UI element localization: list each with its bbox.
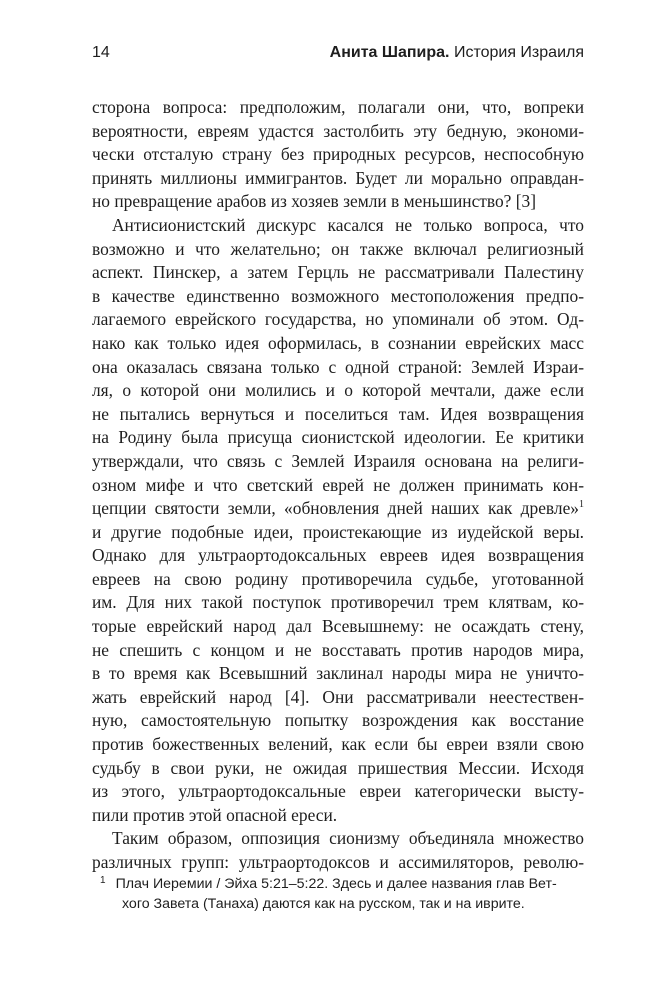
text-line: им. Для них такой поступок противоречил трем клятвам, ко- [92, 592, 584, 613]
text-line: против божественных велений, как если бы евреи взяли свою [92, 734, 584, 755]
text-line: лагаемого еврейского государства, но упоминали об этом. Од- [92, 309, 584, 330]
footnotes [92, 874, 584, 914]
text-line: пили против этой опасной ереси. [92, 804, 338, 825]
text-line: нако как только идея оформилась, в сознании еврейских масс [92, 332, 584, 353]
text-line: озном мифе и что светский еврей не должен принимать кон- [92, 474, 584, 495]
footnote-text-line: хого Завета (Танаха) даются как на русском, так и на иврите. [122, 896, 525, 912]
text-line: в то время как Всевышний заклинал народы мира не уничто- [92, 663, 584, 684]
footnote-reference[interactable]: 1 [579, 499, 584, 511]
text-line: аспект. Пинскер, а затем Герцль не рассматривали Палестину [92, 262, 584, 283]
text-line: ную, самостоятельную попытку возрождения как восстание [92, 710, 584, 731]
running-title [330, 42, 584, 64]
text-line: возможно и что желательно; он также включал религиозный [92, 238, 584, 259]
text-line: вероятности, евреям удастся застолбить эту бедную, экономи- [92, 120, 584, 141]
running-book-title: История Израиля [453, 44, 584, 61]
page-number: 14 [92, 44, 110, 61]
text-line: Однако для ультраортодоксальных евреев идея возвращения [92, 545, 584, 566]
text-line: ля, о которой они молились и о которой мечтали, даже если [92, 380, 584, 401]
text-line: евреев на свою родину противоречила судьбе, уготованной [92, 568, 584, 589]
running-head [92, 42, 584, 64]
text-line-with-footnote [92, 497, 584, 521]
text-line: различных групп: ультраортодоксов и ассимиляторов, револю- [92, 852, 584, 872]
footnote [92, 874, 584, 894]
body-text [92, 96, 584, 875]
footnote-mark: 1 [100, 875, 106, 886]
text-line: чески отсталую страну без природных ресурсов, неспособную [92, 144, 584, 165]
text-line: в качестве единственно возможного местоположения предпо- [92, 285, 584, 306]
text-line: не пытались вернуться и поселиться там. Идея возвращения [92, 403, 584, 424]
text-line: Антисионистский дискурс касался не только вопроса, что [112, 214, 584, 235]
text-line: торые еврейский народ дал Всевышнему: не осаждать стену, [92, 616, 584, 637]
text-line: но превращение арабов из хозяев земли в меньшинство? [3] [92, 191, 537, 212]
running-author: Анита Шапира. [329, 44, 450, 61]
text-line: сторона вопроса: предположим, полагали они, что, вопреки [92, 97, 584, 117]
text-line: утверждали, что связь с Землей Израиля основана на религи- [92, 450, 584, 471]
footnote-text-line: Плач Иеремии / Эйха 5:21–5:22. Здесь и далее названия глав Вет- [115, 876, 557, 892]
text-line: и другие подобные идеи, проистекающие из иудейской веры. [92, 521, 584, 542]
text-line: она оказалась связана только с одной страной: Землей Израи- [92, 356, 584, 377]
text-line: на Родину была присуща сионистской идеологии. Ее критики [92, 427, 584, 448]
text-line: цепции святости земли, «обновления дней наших как древле» [92, 498, 579, 519]
text-line: судьбу в свои руки, не ожидая пришествия Мессии. Исходя [92, 757, 584, 778]
text-line: жать еврейский народ [4]. Они рассматривали неестествен- [92, 686, 584, 707]
text-line: принять миллионы иммигрантов. Будет ли морально оправдан- [92, 167, 584, 188]
text-line: не спешить с концом и не восставать против народов мира, [92, 639, 584, 660]
text-line: Таким образом, оппозиция сионизму объединяла множество [112, 828, 584, 849]
text-line: из этого, ультраортодоксальные евреи категорически высту- [92, 781, 584, 802]
